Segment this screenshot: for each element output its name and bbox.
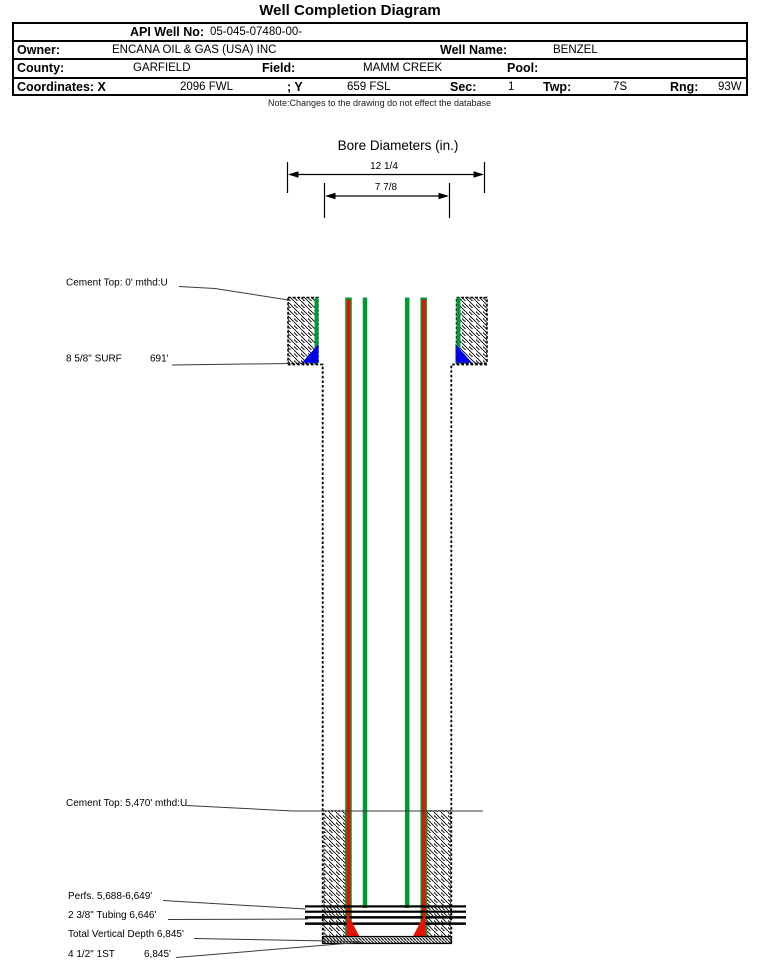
- bore-diameters-heading: Bore Diameters (in.): [337, 138, 459, 153]
- outer-bore-value: 12 1/4: [370, 161, 398, 172]
- cement-top-surface-label: Cement Top: 0' mthd:U: [66, 277, 168, 289]
- production-casing-depth: 6,845': [144, 949, 171, 960]
- borehole-wall-left: [288, 365, 323, 944]
- owner-label: Owner:: [17, 43, 61, 57]
- api-well-no-value: 05-045-07480-00-: [210, 26, 303, 38]
- surface-casing-label: 8 5/8" SURF: [66, 353, 122, 365]
- surface-casing-depth: 691': [150, 353, 169, 365]
- leader-perforations: [163, 901, 306, 910]
- borehole-wall-right: [451, 365, 487, 944]
- arrowhead-left-icon: [325, 193, 336, 200]
- production-casing: [349, 298, 424, 937]
- leader-cement-top-surface: [179, 287, 289, 301]
- leader-tubing: [168, 919, 308, 920]
- rng-label: Rng:: [670, 80, 699, 94]
- database-note: Note:Changes to the drawing do not effect the database: [268, 98, 491, 108]
- coordinates-label: Coordinates: X: [17, 80, 106, 94]
- coordinates-y-value: 659 FSL: [347, 81, 391, 93]
- field-label: Field:: [262, 61, 296, 75]
- perf-bar: [305, 916, 466, 919]
- sec-label: Sec:: [450, 80, 477, 94]
- rng-value: 93W: [718, 81, 742, 93]
- county-value: GARFIELD: [133, 62, 191, 74]
- arrowhead-right-icon: [474, 171, 485, 178]
- surface-casing-cement: [288, 298, 487, 364]
- leader-surface-casing: [172, 364, 289, 366]
- page-title: Well Completion Diagram: [259, 2, 441, 19]
- arrowhead-right-icon: [439, 193, 450, 200]
- perf-bar: [305, 905, 466, 907]
- coordinates-x-value: 2096 FWL: [180, 81, 234, 93]
- cement-top-production-label: Cement Top: 5,470' mthd:U: [66, 798, 188, 809]
- perf-bar: [305, 911, 466, 913]
- field-value: MAMM CREEK: [363, 62, 443, 74]
- coordinates-y-label: ; Y: [287, 80, 303, 94]
- sec-value: 1: [508, 81, 515, 93]
- county-label: County:: [17, 61, 65, 75]
- total-vertical-depth-label: Total Vertical Depth 6,845': [68, 929, 184, 940]
- pool-label: Pool:: [507, 61, 539, 75]
- inner-bore-value: 7 7/8: [374, 182, 398, 193]
- production-casing-label: 4 1/2" 1ST: [68, 949, 115, 960]
- well-bottom-bar: [323, 937, 452, 944]
- tubing-string: [365, 298, 407, 909]
- tubing-label: 2 3/8" Tubing 6,646': [68, 910, 157, 921]
- well-name-value: BENZEL: [553, 44, 598, 56]
- api-well-no-label: API Well No:: [130, 25, 205, 39]
- owner-value: ENCANA OIL & GAS (USA) INC: [112, 44, 277, 56]
- perforations-label: Perfs. 5,688-6,649': [68, 891, 153, 902]
- twp-label: Twp:: [543, 80, 572, 94]
- arrowhead-left-icon: [288, 171, 299, 178]
- leader-production-casing: [176, 942, 363, 958]
- perf-bar: [305, 922, 466, 925]
- twp-value: 7S: [613, 81, 628, 93]
- well-name-label: Well Name:: [440, 43, 508, 57]
- dimension-inner-bore: [325, 182, 450, 218]
